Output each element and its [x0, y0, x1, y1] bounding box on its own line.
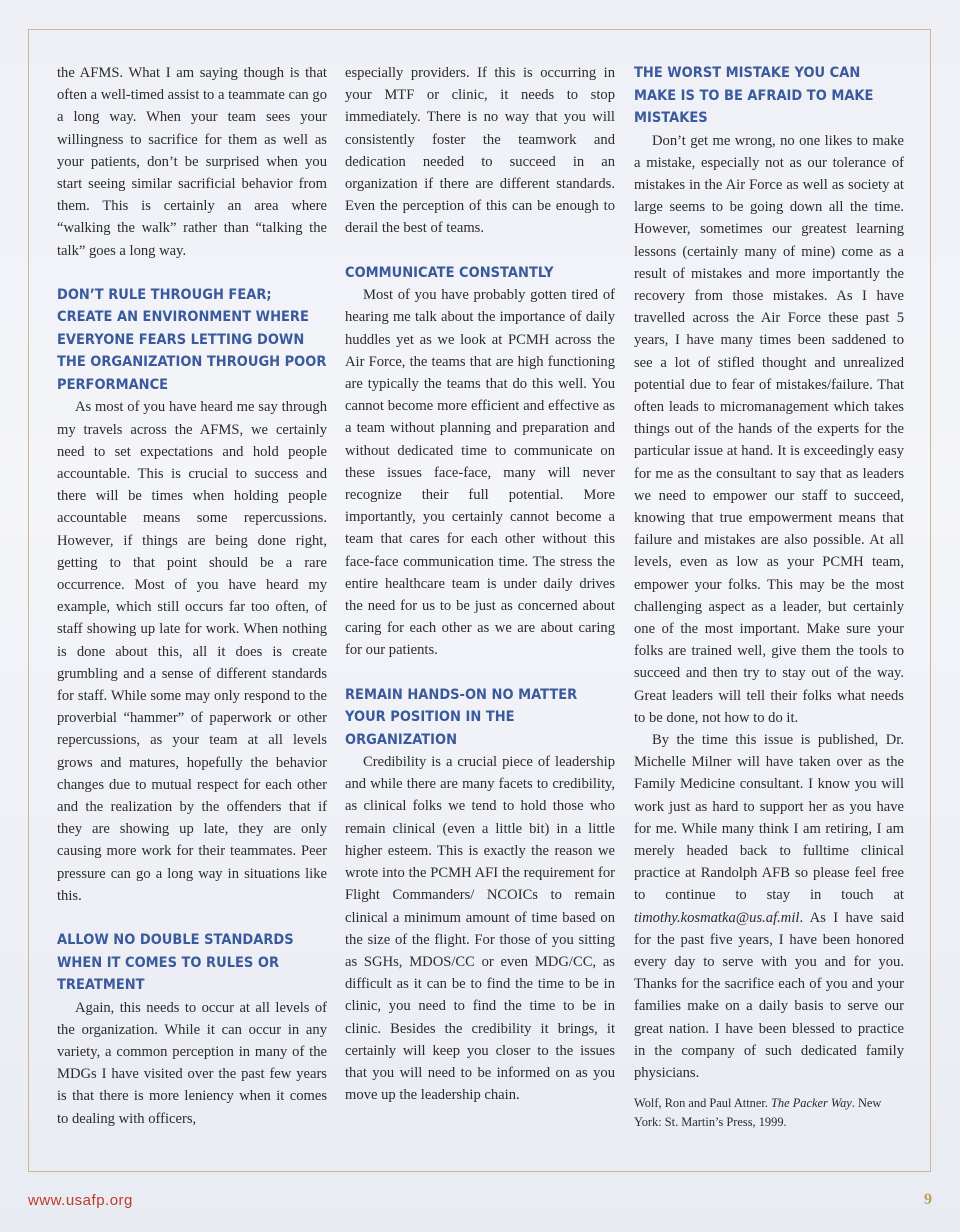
- reference: [634, 1094, 904, 1132]
- paragraph: especially providers. If this is occurring in your MTF or clinic, it needs to stop immediately. There is no way that you will consistently foster the teamwork and dedication needed to succeed in an organization if there are different standards. Even the perception of this can be enough to derail the best of teams.: [345, 65, 615, 237]
- paragraph-text: . As I have said for the past five years, I have been honored every day to serve with you and for you. Thanks for the sacrifice each of you and your families make on a daily basis to serve our great nation. I have been blessed to practice in the company of such dedicated family physicians.: [634, 909, 904, 1082]
- paragraph: Credibility is a crucial piece of leadership and while there are many facets to credibility, as clinical folks we tend to hold those who remain clinical (even a little bit) in a little higher esteem. This is exactly the reason we wrote into the PCMH AFI the requirement for Flight Commanders/ NCOICs to remain clinical a minimum amount of time based on the size of the flight. For those of you sitting as SGHs, MDOS/CC or even MDG/CC, as difficult as it can be to find the time to be in clinic, you need to find the time to be in clinic. Besides the credibility it brings, it certainly will keep you closer to the issues that you will need to be informed on as you move up the leadership chain.: [345, 754, 615, 1104]
- email-link[interactable]: timothy.kosmatka@us.af.mil: [634, 909, 800, 926]
- reference-authors: Wolf, Ron and Paul Attner.: [634, 1096, 772, 1111]
- paragraph: As most of you have heard me say through my travels across the AFMS, we certainly need to set expectations and hold people accountable. This is crucial to success and there will be times when holding people accountable means some repercussions. However, if things are being done right, getting to that point should be a rare occurrence. Most of you have heard my example, which still occurs far too often, of staff showing up late for work. When nothing is done about this, all it does is create grumbling and a sense of different standards for staff. While some may only respond to the proverbial “hammer” of paperwork or other repercussions, as your team at all levels grows and matures, hopefully the behavior changes due to mutual respect for each other and the realization by the offenders that if they are showing up late, they are only causing more work for their teammates. Peer pressure can go a long way in situations like this.: [57, 399, 327, 904]
- page-number: 9: [924, 1191, 932, 1208]
- section-heading: ALLOW NO DOUBLE STANDARDS WHEN IT COMES TO RULES OR TREATMENT: [57, 932, 294, 993]
- paragraph: Again, this needs to occur at all levels of the organization. While it can occur in any variety, a common perception in many of the MDGs I have visited over the past few years is that there is more leniency when it comes to dealing with officers,: [57, 999, 327, 1127]
- paragraph-text: By the time this issue is published, Dr. Michelle Milner will have taken over as the Family Medicine consultant. I know you will work just as hard to support her as you have for me. While many think I am retiring, I am merely headed back to fulltime clinical practice at Randolph AFB so please feel free to continue to stay in touch at: [634, 731, 904, 904]
- reference-publisher: . New York: St. Martin’s Press, 1999.: [634, 1096, 882, 1130]
- reference-title: The Packer Way: [771, 1096, 852, 1111]
- footer-website-link[interactable]: www.usafp.org: [28, 1192, 133, 1209]
- column-2: [345, 62, 615, 1106]
- paragraph: Most of you have probably gotten tired of hearing me talk about the importance of daily huddles yet as we look at PCMH across the Air Force, the teams that are high functioning are typically the teams that do this well. You cannot become more efficient and effective as a team without planning and preparation and without dedicated time to communicate on these issues face-face, many will never recognize their full potential. More importantly, you certainly cannot become a team that cares for each other without this face-face communication time. The stress the entire healthcare team is under daily drives the need for us to be just as concerned about caring for each other as we are about caring for our patients.: [345, 287, 615, 659]
- section-heading: THE WORST MISTAKE YOU CAN MAKE IS TO BE AFRAID TO MAKE MISTAKES: [634, 65, 874, 126]
- column-3: [634, 62, 904, 1132]
- section-heading: COMMUNICATE CONSTANTLY: [345, 264, 554, 281]
- paragraph: Don’t get me wrong, no one likes to make a mistake, especially not as our tolerance of mistakes in the Air Force as well as society at large seems to be going down all the time. However, sometimes our greatest learning lessons (certainly many of mine) come as a result of mistakes and more importantly the recovery from those mistakes. As I have travelled across the Air Force these past 5 years, I have many times been saddened to see a lot of stifled thought and unrealized potential due to fear of mistakes/failure. That often leads to micromanagement which takes things out of the hands of the experts for the particular issue at hand. It is exceedingly easy for me as the consultant to say that as leaders we need to empower our staff to succeed, knowing that true empowerment means that failure and mistakes are also possible. At all levels, even as low as your PCMH team, empower your folks. This may be the most challenging aspect as a leader, but certainly one of the most important. Make sure your folks are trained well, give them the tools to succeed and then try to stay out of the way. Great leaders will tell their folks what needs to be done, not how to do it.: [634, 132, 904, 726]
- paragraph: the AFMS. What I am saying though is that often a well-timed assist to a teammate can go a long way. When your team sees your willingness to sacrifice for them as well as your patients, don’t be surprised when you start seeing similar sacrificial behavior from them. This is certainly an area where “walking the walk” rather than “talking the talk” goes a long way.: [57, 65, 327, 259]
- column-1: [57, 62, 327, 1130]
- paragraph: [634, 729, 904, 1084]
- section-heading: DON’T RULE THROUGH FEAR; CREATE AN ENVIRONMENT WHERE EVERYONE FEARS LETTING DOWN THE ORGANIZATION THROUGH POOR PERFORMANCE: [57, 286, 327, 393]
- section-heading: REMAIN HANDS-ON NO MATTER YOUR POSITION IN THE ORGANIZATION: [345, 686, 578, 748]
